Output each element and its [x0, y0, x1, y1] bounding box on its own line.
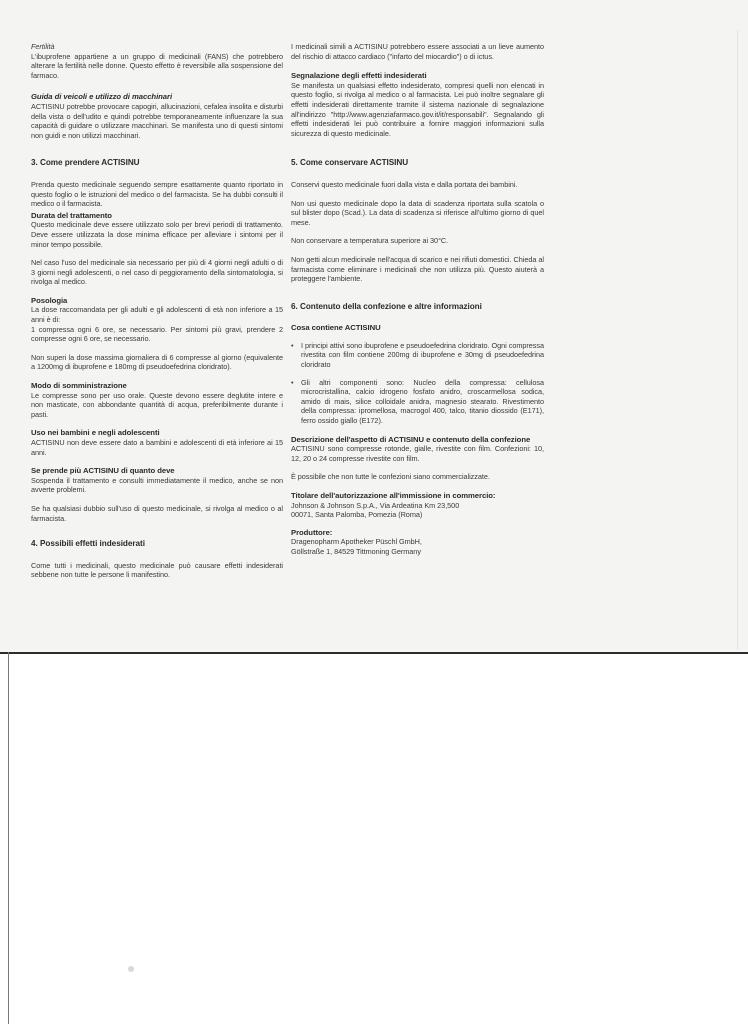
ingredients-list [291, 341, 544, 426]
other-ingredients-text: Gli altri componenti sono: Nucleo della compressa: cellulosa microcristallina, calcio idrogeno fosfato anidro, croscarmellosa sodica, amido di mais, silice colloidale anidra, magnesio stearato. Rivestimento della compressa: ipromellosa, macrogol 400, talco, titanio diossido (E171), ferro ossido giallo (E172). [301, 377, 544, 426]
page-fold-line [0, 652, 748, 654]
storage-text-2: Non usi questo medicinale dopo la data di scadenza riportata sulla scatola o sul blister dopo (Scad.). La data di scadenza si riferisce all'ultimo giorno di quel mese. [291, 198, 544, 227]
list-item [291, 378, 544, 426]
duration-heading: Durata del trattamento [31, 210, 112, 220]
report-text: Se manifesta un qualsiasi effetto indesiderato, compresi quelli non elencati in questo foglio, si rivolga al medico o al farmacista. Lei può inoltre segnalare gli effetti indesiderati direttamente tramite il sistema nazionale di segnalazione all'indirizzo "http://www.agenziafarmaco.gov.it/it/responsabili". Segnalando gli effetti indesiderati lei può contribuire a fornire maggiori informazioni sulla sicurezza di questo medicinale. [291, 80, 544, 138]
duration-text: Questo medicinale deve essere utilizzato solo per brevi periodi di trattamento. Deve essere utilizzata la dose minima efficace per alleviare i sintomi per il minor tempo possibile. [31, 220, 283, 249]
questions-text: Se ha qualsiasi dubbio sull'uso di questo medicinale, si rivolga al medico o al farmacista. [31, 503, 283, 523]
appearance-heading: Descrizione dell'aspetto di ACTISINU e contenuto della confezione [291, 434, 531, 444]
right-column [291, 42, 544, 557]
section4-title: 4. Possibili effetti indesiderati [31, 539, 145, 549]
fertility-text: L'ibuprofene appartiene a un gruppo di medicinali (FANS) che potrebbero alterare la fertilità nelle donne. Questo effetto è reversibile alla sospensione del farmaco. [31, 51, 283, 80]
dosage-text-1: La dose raccomandata per gli adulti e gli adolescenti di età non inferiore a 15 anni è di: [31, 305, 283, 325]
dosage-text-3: Non superi la dose massima giornaliera di 6 compresse al giorno (equivalente a 1200mg di ibuprofene e 180mg di pseudoefedrina cloridrato). [31, 352, 283, 372]
bullet-icon: • [291, 377, 294, 387]
holder-line-1: Johnson & Johnson S.p.A., Via Ardeatina Km 23,500 [291, 500, 460, 510]
driving-heading: Guida di veicoli e utilizzo di macchinari [31, 92, 173, 102]
children-text: ACTISINU non deve essere dato a bambini e adolescenti di età inferiore ai 15 anni. [31, 438, 283, 457]
section4-text: Come tutti i medicinali, questo medicinale può causare effetti indesiderati sebbene non tutte le persone li manifestino. [31, 560, 283, 580]
active-ingredients-text: I principi attivi sono ibuprofene e pseudoefedrina cloridrato. Ogni compressa rivestita con film contiene 200mg di ibuprofene e 30mg di pseudoefedrina cloridrato [301, 340, 544, 370]
section5-title: 5. Come conservare ACTISINU [291, 158, 409, 168]
section3-text: Prenda questo medicinale seguendo sempre esattamente quanto riportato in questo foglio o le istruzioni del medico o del farmacista. Se ha dubbi consulti il medico o il farmacista. [31, 179, 283, 209]
overdose-heading: Se prende più ACTISINU di quanto deve [31, 466, 175, 476]
scan-edge-line [8, 652, 9, 1024]
manufacturer-line-2: Göllstraße 1, 84529 Tittmoning Germany [291, 546, 421, 556]
list-item [291, 341, 544, 370]
duration-text-2: Nel caso l'uso del medicinale sia necessario per più di 4 giorni negli adulti o di 3 giorni negli adolescenti, o nel caso di peggioramento della sintomatologia, si rivolga al medico. [31, 258, 283, 287]
contents-heading: Cosa contiene ACTISINU [291, 323, 381, 333]
report-heading: Segnalazione degli effetti indesiderati [291, 71, 427, 81]
driving-text: ACTISINU potrebbe provocare capogiri, allucinazioni, cefalea insolita e disturbi della vista o dell'udito e quindi potrebbe temporaneamente influenzare la sua capacità di guidare o utilizzare macchinari. Se manifesta uno di questi sintomi non guidi e non utilizzi macchinari. [31, 101, 283, 140]
packs-text: È possibile che non tutte le confezioni siano commercializzate. [291, 472, 490, 482]
page-edge [737, 30, 738, 650]
fertility-heading: Fertilità [31, 42, 55, 51]
manufacturer-line-1: Dragenopharm Apotheker Püschl GmbH, [291, 537, 422, 547]
dosage-heading: Posologia [31, 295, 68, 305]
scan-speck [128, 966, 134, 972]
cardio-text: I medicinali simili a ACTISINU potrebbero essere associati a un lieve aumento del rischio di attacco cardiaco ("infarto del miocardio") o di ictus. [291, 42, 544, 61]
left-column [31, 42, 283, 589]
blank-area [0, 654, 748, 1024]
bullet-icon: • [291, 340, 294, 350]
section3-title: 3. Come prendere ACTISINU [31, 158, 140, 168]
section6-title: 6. Contenuto della confezione e altre informazioni [291, 301, 482, 311]
appearance-text: ACTISINU sono compresse rotonde, gialle, rivestite con film. Confezioni: 10, 12, 20 o 24 compresse rivestite con film. [291, 444, 544, 463]
holder-line-2: 00071, Santa Palomba, Pomezia (Roma) [291, 510, 423, 520]
overdose-text: Sospenda il trattamento e consulti immediatamente il medico, anche se non avverte problemi. [31, 475, 283, 495]
storage-text-3: Non conservare a temperatura superiore ai 30°C. [291, 236, 449, 246]
dosage-text-2: 1 compressa ogni 6 ore, se necessario. Per sintomi più gravi, prendere 2 compresse ogni 6 ore, se necessario. [31, 324, 283, 344]
storage-text-4: Non getti alcun medicinale nell'acqua di scarico e nei rifiuti domestici. Chieda al farmacista come eliminare i medicinali che non utilizza più. Questo aiuterà a proteggere l'ambiente. [291, 254, 544, 284]
admin-text: Le compresse sono per uso orale. Queste devono essere deglutite intere e non masticate, con abbondante quantità di acqua, preferibilmente durante i pasti. [31, 390, 283, 419]
children-heading: Uso nei bambini e negli adolescenti [31, 428, 160, 438]
manufacturer-heading: Produttore: [291, 527, 333, 537]
holder-heading: Titolare dell'autorizzazione all'immissione in commercio: [291, 491, 496, 500]
storage-text-1: Conservi questo medicinale fuori dalla vista e dalla portata dei bambini. [291, 179, 518, 189]
admin-heading: Modo di somministrazione [31, 381, 127, 391]
